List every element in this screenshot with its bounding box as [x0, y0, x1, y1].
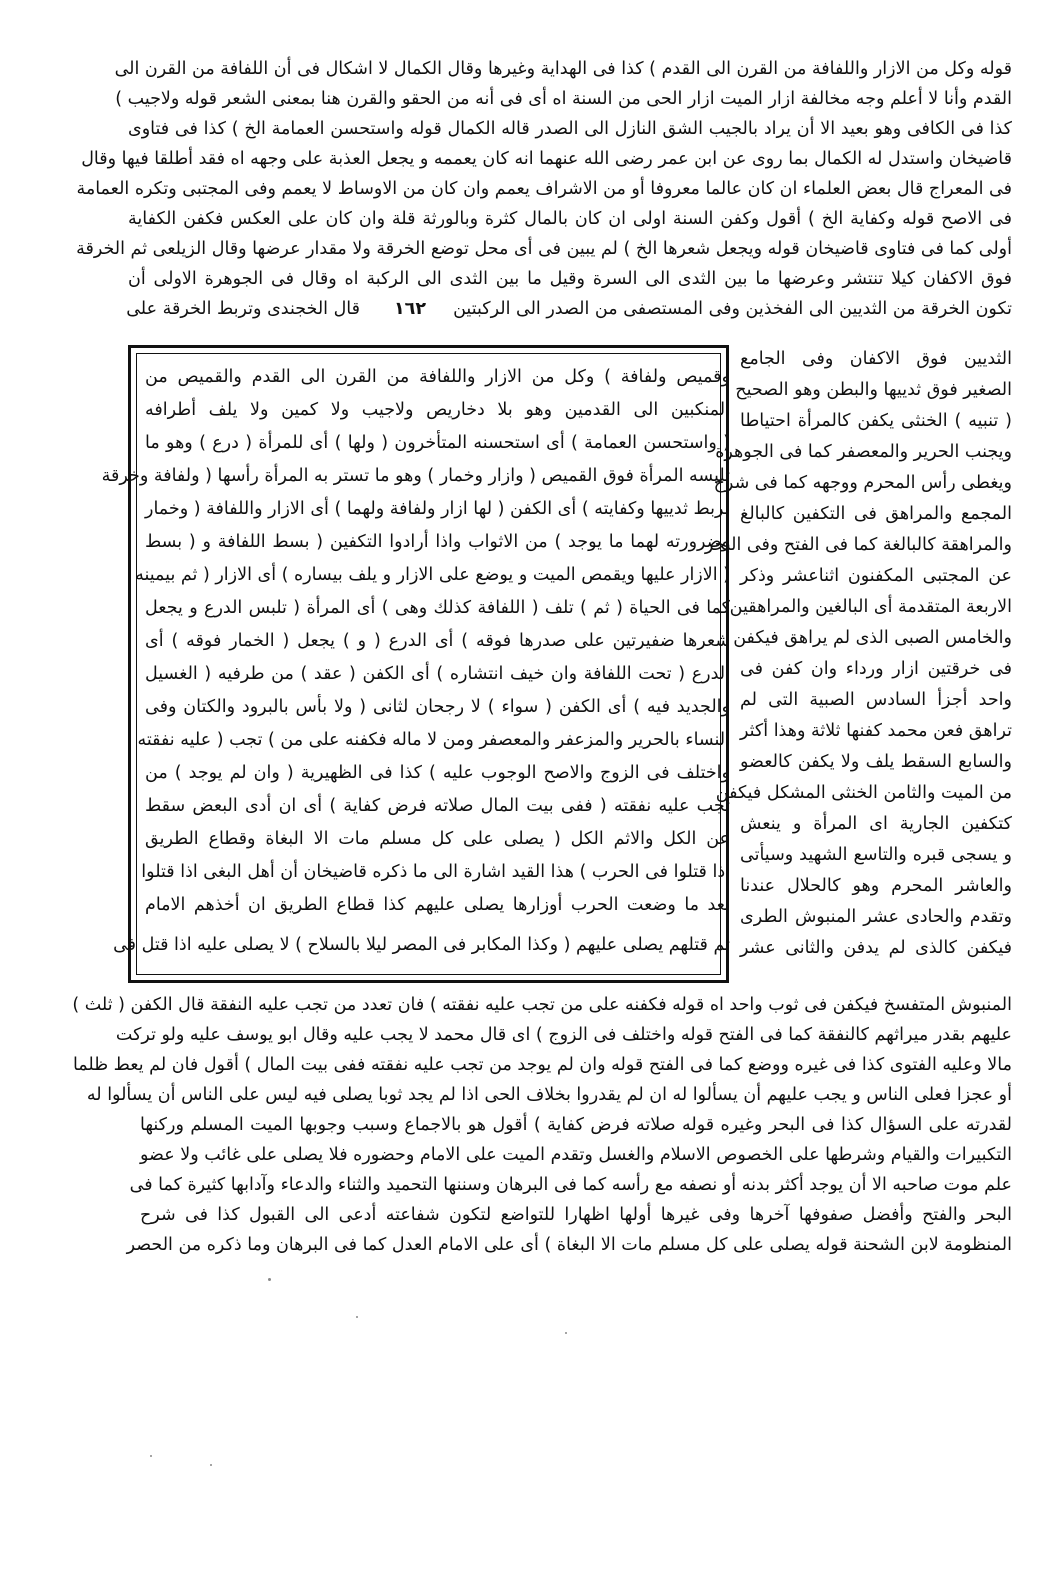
text-line: علم موت صاحبه الا أن يوجد أكثر بدنه أو نصفه مع رأسه كما فى البرهان وسننها التحميد والثناء والدعاء وآدابها كثيرة كما فى — [129, 1175, 1012, 1195]
box-line: اذا قتلوا فى الحرب ) هذا القيد اشارة الى ما ذكره قاضيخان أن أهل البغى اذا قتلوا — [141, 862, 730, 882]
box-line: تجب عليه نفقته ( ففى بيت المال صلاته فرض كفاية ) أى ان أدى البعض سقط — [145, 796, 730, 816]
side-line: الثديين فوق الاكفان وفى الجامع — [740, 349, 1012, 369]
text-line: أولى كما فى فتاوى قاضيخان قوله ويجعل شعرها الخ ) لم يبين فى أى محل توضع الخرقة ولا مقدار عرضها وقال الزيلعى ثم الخرقة — [76, 239, 1012, 259]
scan-speck — [150, 1455, 152, 1457]
side-line: ويغطى رأس المحرم ووجهه كما فى شرح — [713, 473, 1012, 493]
side-line: المجمع والمراهق فى التكفين كالبالغ — [740, 504, 1012, 524]
text-line: عليهم بقدر ميراثهم كالنفقة كما فى الفتح قوله واختلف فى الزوج ) اى قال محمد لا يجب عليه وقال ابو يوسف عليه ولو تركت — [115, 1025, 1012, 1045]
box-line: واختلف فى الزوج والاصح الوجوب عليه ) كذا فى الظهيرية ( وان لم يوجد ) من — [145, 763, 730, 783]
side-line: من الميت والثامن الخنثى المشكل فيكفن — [715, 783, 1012, 803]
box-line: وقميص ولفافة ) وكل من الازار واللفافة من القرن الى القدم والقميص من — [145, 367, 730, 387]
text-line: أو عجزا فعلى الناس و يجب عليهم أن يسألوا له ان لم يقدروا بخلاف الحى اذا لم يجد ثوبا يصلى فيه ليس على الناس أن يسألوا له — [86, 1085, 1012, 1105]
side-line: تراهق فعن محمد كفنها ثلاثة وهذا أكثر — [740, 721, 1012, 741]
box-line: الدرع ( تحت اللفافة وان خيف انتشاره ) أى الكفن ( عقد ) من طرفيه ( الغسيل — [145, 664, 730, 684]
scan-speck — [268, 1278, 271, 1281]
text-line: لقدرته على السؤال كذا فى البحر وغيره قوله صلاته فرض كفاية ) أقول هو بالاجماع وسبب وجوبها الميت المسلم وركنها — [140, 1115, 1012, 1135]
side-line: واحد أجزأ السادس الصبية التى لم — [740, 690, 1012, 710]
side-line: والمراهقة كالبالغة كما فى الفتح وفى البحر — [704, 535, 1012, 555]
side-line: الصغير فوق ثدييها والبطن وهو الصحيح — [735, 380, 1012, 400]
box-line: تلبسه المرأة فوق القميص ( وازار وخمار ) وهو ما تستر به المرأة رأسها ( ولفافة وخرقة — [101, 466, 730, 486]
scan-speck — [356, 1316, 358, 1318]
text-line: فى الاصح قوله وكفاية الخ ) أقول وكفن السنة اولى ان كان بالمال كثرة وبالورثة قلة وان كان على العكس فكفن الكفاية — [128, 209, 1012, 229]
side-line: والسابع السقط يلف ولا يكفن كالعضو — [740, 752, 1012, 772]
side-line: وتقدم والحادى عشر المنبوش الطرى — [740, 907, 1012, 927]
text-line: قوله وكل من الازار واللفافة من القرن الى القدم ) كذا فى الهداية وغيرها وقال الكمال لا اشكال فى أن اللفافة من القرن الى — [114, 59, 1012, 79]
box-line: ( الازار عليها ويقمص الميت و يوضع على الازار و يلف بيساره ) أى الازار ( ثم بيمينه — [135, 565, 730, 585]
box-line: عن الكل والاثم الكل ( يصلى على كل مسلم مات الا البغاة وقطاع الطريق — [145, 829, 730, 849]
box-line: ( واستحسن العمامة ) أى استحسنه المتأخرون ( ولها ) أى للمرأة ( درع ) وهو ما — [145, 433, 730, 453]
box-line: والجديد فيه ) أى الكفن ( سواء ) لا رجحان لثانى ( ولا بأس بالبرود والكتان وفى — [145, 697, 730, 717]
text-line: قال الخجندى وتربط الخرقة على — [126, 299, 360, 319]
text-line: تكون الخرقة من الثديين الى الفخذين وفى المستصفى من الصدر الى الركبتين — [453, 299, 1012, 319]
text-line: فى المعراج قال بعض العلماء ان كان عالما معروفا أو من الاشراف يعمم وان كان من الاوساط لا يعمم وفى المجتبى وتكره العمامة — [76, 179, 1012, 199]
text-line: المنبوش المتفسخ فيكفن فى ثوب واحد اه قوله فكفنه على من تجب عليه نفقته ) فان تعدد من تجب عليه النفقة قال الكفن ( ثلث ) — [72, 995, 1012, 1015]
text-line: كذا فى الكافى وهو بعيد الا أن يراد بالجيب الشق النازل الى الصدر قاله الكمال قوله واستحسن العمامة الخ ) كذا فى فتاوى — [128, 119, 1012, 139]
box-line: النساء بالحرير والمزعفر والمعصفر ومن لا ماله فكفنه على من ) تجب ( عليه نفقته — [137, 730, 730, 750]
side-line: عن المجتبى المكفنون اثناعشر وذكر — [740, 566, 1012, 586]
text-line: مالا وعليه الفتوى كذا فى غيره ووضع كما فى الفتح قوله وان لم يوجد من تجب عليه نفقته ففى بيت المال ) أقول فان لم يعط ظلما — [72, 1055, 1012, 1075]
side-line: والخامس الصبى الذى لم يراهق فيكفن — [733, 628, 1012, 648]
text-line: المنظومة لابن الشحنة قوله يصلى على كل مسلم مات الا البغاة ) أى على الامام العدل كما فى البرهان وما ذكره من الحصر — [126, 1235, 1012, 1255]
text-line: قاضيخان واستدل له الكمال بما روى عن ابن عمر رضى الله عنهما انه كان يعممه و يجعل العذبة على وجهه اه فقد أطلقا فيها وقال — [81, 149, 1012, 169]
box-line: شعرها ضفيرتين على صدرها فوقه ) أى الدرع ( و ) يجعل ( الخمار فوقه ) أى — [145, 631, 730, 651]
box-line: بعد ما وضعت الحرب أوزارها يصلى عليهم كذا قطاع الطريق ان أخذهم الامام — [145, 895, 730, 915]
side-line: و يسجى قبره والتاسع الشهيد وسيأتى — [740, 845, 1012, 865]
text-line: البحر والفتح وأفضل صفوفها آخرها وفى غيرها أولها اظهارا للتواضع لتكون شفاعته أدعى الى القبول كذا فى شرح — [140, 1205, 1012, 1225]
side-line: ويجنب الحرير والمعصفر كما فى الجوهرة — [715, 442, 1012, 462]
side-line: فيكفن كالذى لم يدفن والثانى عشر — [740, 938, 1012, 958]
box-line: وضرورته لهما ما يوجد ) من الاثواب واذا أرادوا التكفين ( بسط اللفافة و ( بسط — [145, 532, 730, 552]
text-line: التكبيرات والقيام وشرطها على الخصوص الاسلام والغسل وتقدم الميت على الامام وحضوره فلا يصلى على غائب ولا عضو — [140, 1145, 1012, 1165]
scan-speck — [210, 1464, 212, 1466]
box-line: لربط ثدييها وكفايته ) أى الكفن ( لها ازار ولفافة ولهما ) أى الازار واللفافة ( وخمار — [145, 499, 730, 519]
text-line: القدم وأنا لا أعلم وجه مخالفة ازار الميت ازار الحى من السنة اه أى فى أنه من الحقو والقرن هنا بمعنى الشعر قوله ولاجيب ) — [115, 89, 1012, 109]
side-line: الاربعة المتقدمة أى البالغين والمراهقين — [729, 597, 1012, 617]
side-line: فى خرقتين ازار ورداء وان كفن فى — [740, 659, 1012, 679]
side-line: ( تنبيه ) الخنثى يكفن كالمرأة احتياطا — [740, 411, 1012, 431]
scan-speck — [565, 1332, 567, 1334]
box-line: كما فى الحياة ( ثم ) تلف ( اللفافة كذلك وهى ) أى المرأة ( تلبس الدرع و يجعل — [145, 598, 730, 618]
box-line: المنكبين الى القدمين وهو بلا دخاريص ولاجيب ولا كمين ولا يلف أطرافه — [145, 400, 730, 420]
side-line: كتكفين الجارية اى المرأة و ينعش — [740, 814, 1012, 834]
text-line: فوق الاكفان كيلا تنتشر وعرضها ما بين الثدى الى السرة وقيل ما بين الثدى الى الركبة اه وقال فى الجوهرة الاولى أن — [128, 269, 1012, 289]
side-line: والعاشر المحرم وهو كالحلال عندنا — [740, 876, 1012, 896]
page-number: ١٦٢ — [393, 299, 427, 319]
box-line: ثم قتلهم يصلى عليهم ( وكذا المكابر فى المصر ليلا بالسلاح ) لا يصلى عليه اذا قتل فى — [113, 935, 730, 955]
